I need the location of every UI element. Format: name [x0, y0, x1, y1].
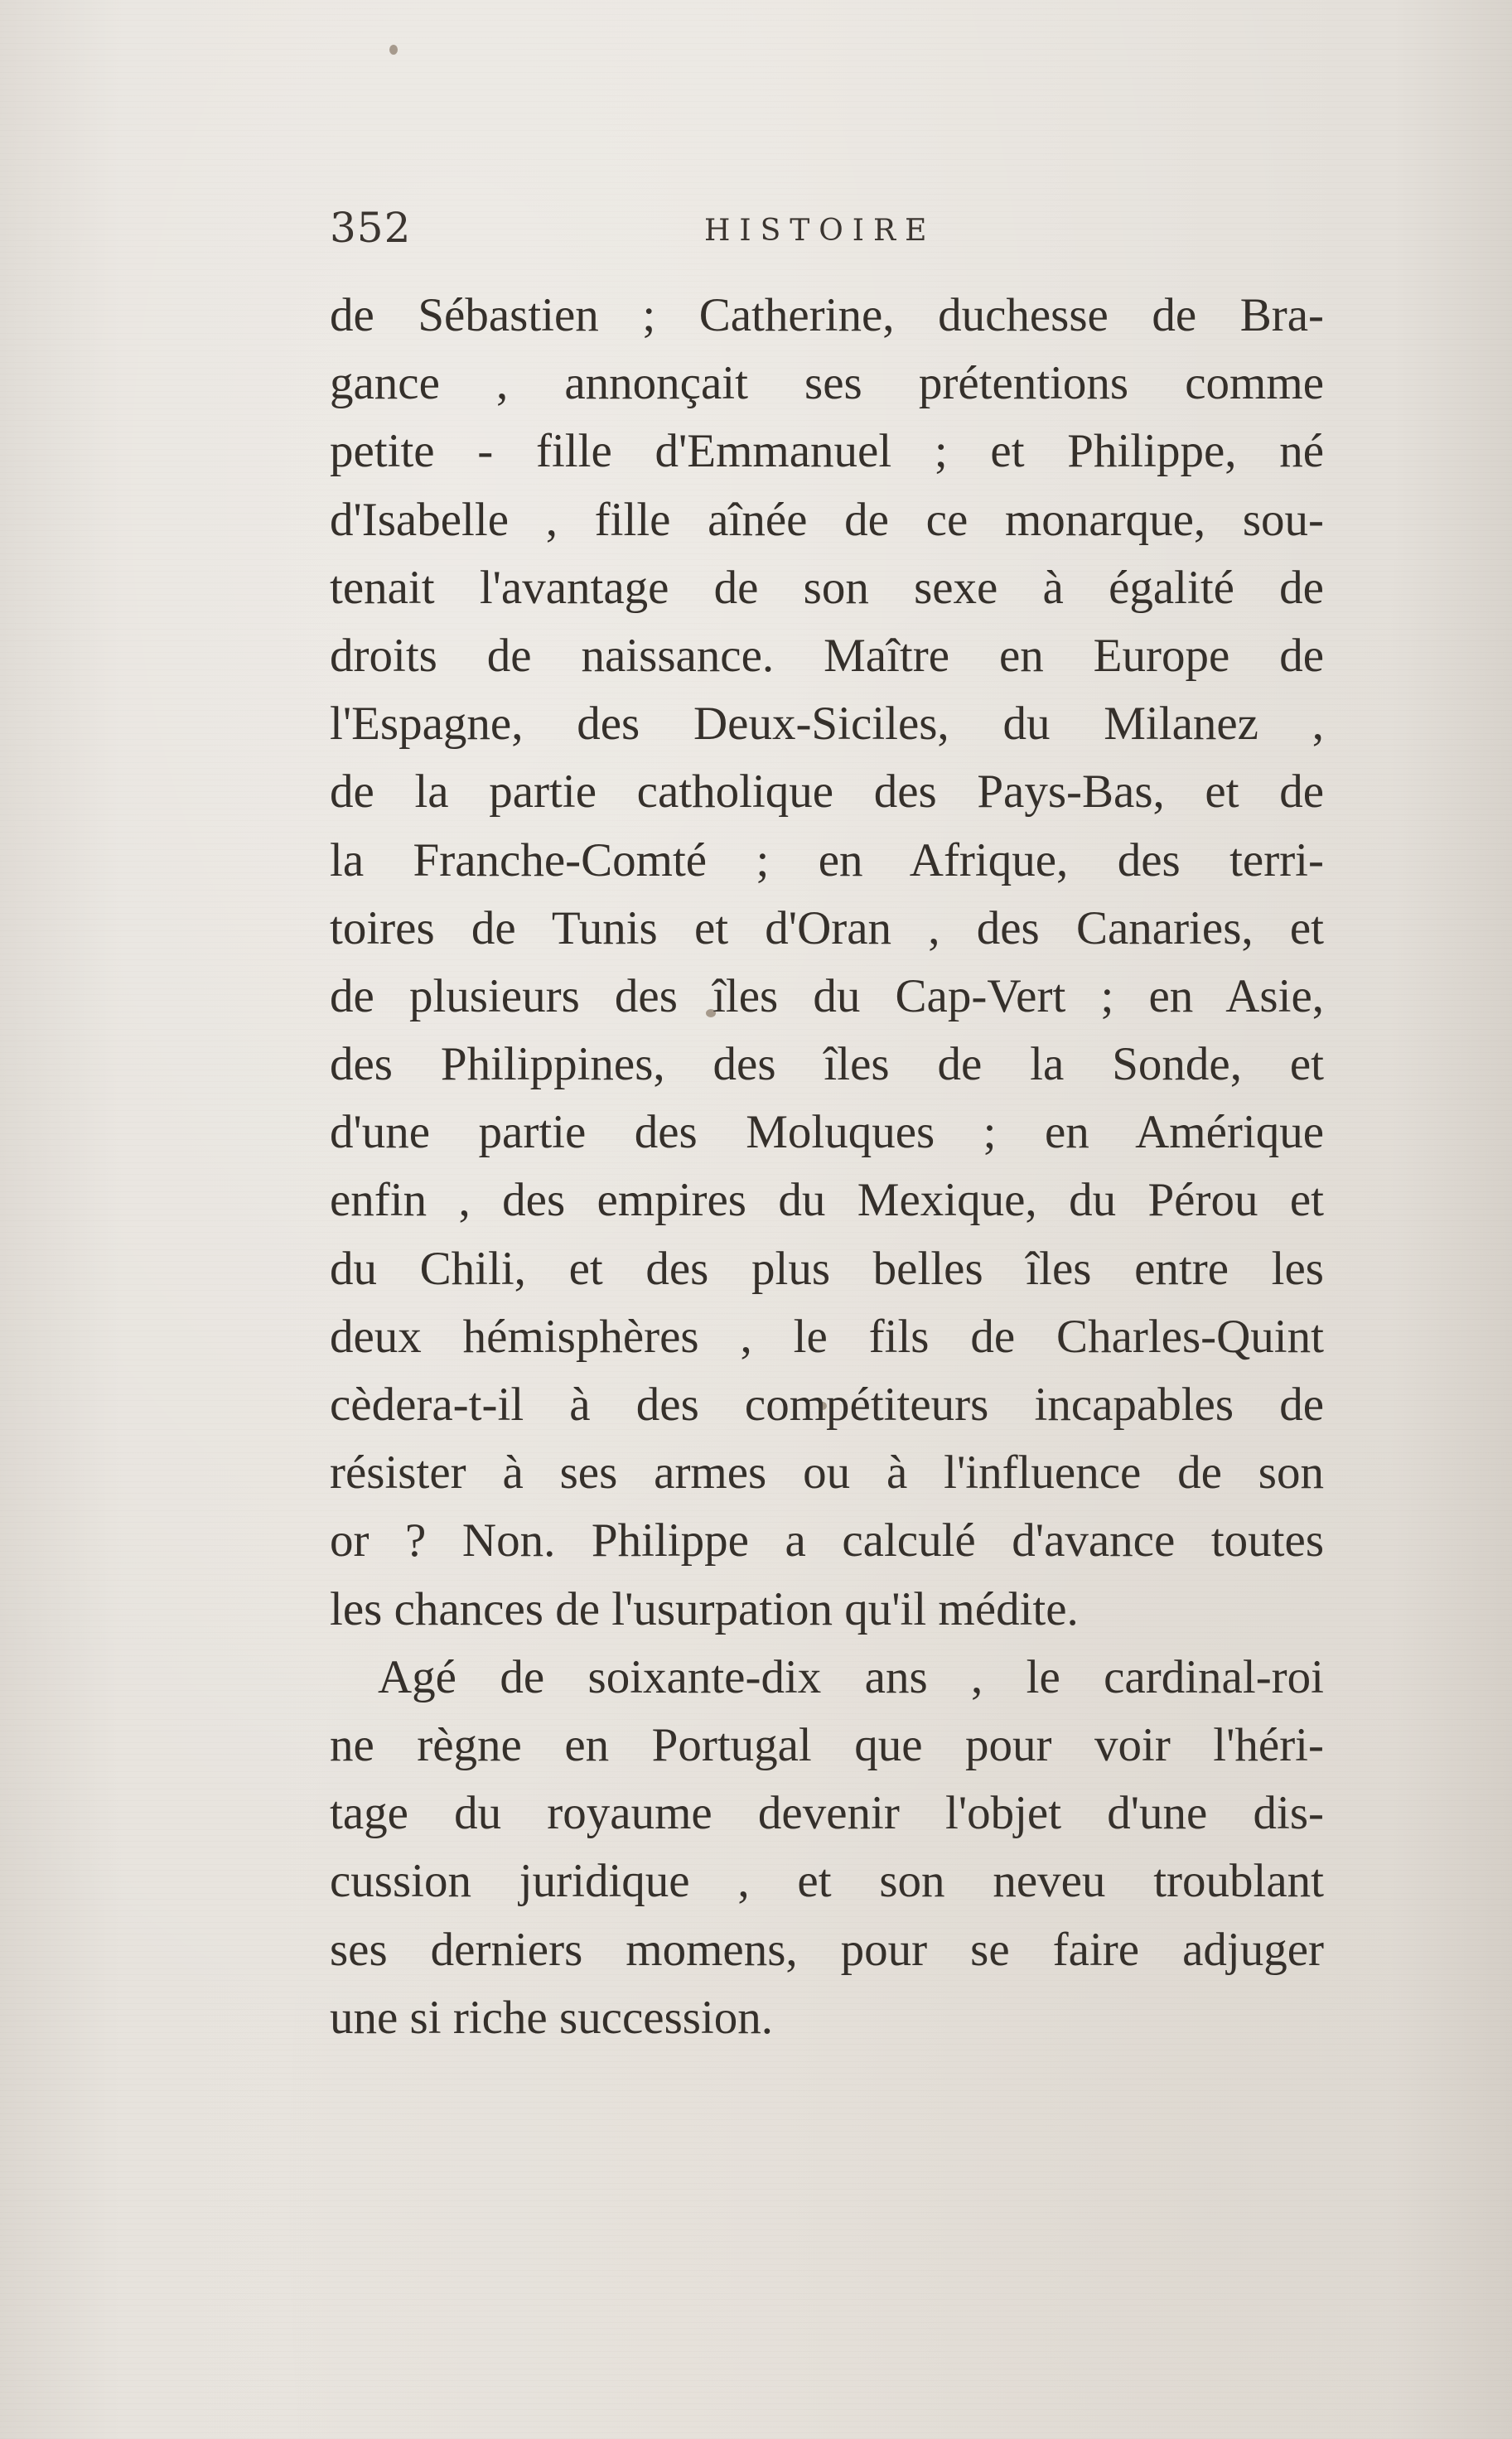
text-line: enfin , des empires du Mexique, du Pérou et	[330, 1174, 1324, 1227]
text-line: de la partie catholique des Pays-Bas, et de	[330, 766, 1324, 819]
text-line: ne règne en Portugal que pour voir l'héri-	[330, 1718, 1324, 1771]
text-line: tage du royaume devenir l'objet d'une dis-	[330, 1787, 1324, 1840]
text-line: résister à ses armes ou à l'influence de son	[330, 1446, 1324, 1500]
text-line: du Chili, et des plus belles îles entre les	[330, 1242, 1324, 1295]
text-line: les chances de l'usurpation qu'il médite.	[330, 1582, 1079, 1635]
text-line: droits de naissance. Maître en Europe de	[330, 629, 1324, 682]
ink-spot	[389, 45, 398, 55]
text-line: tenait l'avantage de son sexe à égalité de	[330, 561, 1324, 614]
text-line: deux hémisphères , le fils de Charles-Quint	[330, 1310, 1324, 1363]
text-line: cussion juridique , et son neveu troublant	[330, 1855, 1324, 1908]
text-line: petite - fille d'Emmanuel ; et Philippe, né	[330, 425, 1324, 478]
text-line: de Sébastien ; Catherine, duchesse de Bra-	[330, 289, 1324, 341]
paragraph	[330, 1644, 1324, 2052]
page-header	[330, 204, 1324, 262]
text-line: l'Espagne, des Deux-Siciles, du Milanez ,	[330, 698, 1324, 751]
body-text	[330, 282, 1324, 2052]
text-line: une si riche succession.	[330, 1991, 774, 2044]
text-line: or ? Non. Philippe a calculé d'avance toutes	[330, 1514, 1324, 1567]
page-number: 352	[330, 204, 412, 252]
text-line: d'une partie des Moluques ; en Amérique	[330, 1106, 1324, 1159]
text-line: Agé de soixante-dix ans , le cardinal-roi	[378, 1650, 1324, 1703]
text-line: toires de Tunis et d'Oran , des Canaries, et	[330, 901, 1324, 954]
text-line: cèdera-t-il à des compétiteurs incapables de	[330, 1379, 1324, 1431]
text-line: d'Isabelle , fille aînée de ce monarque, sou-	[330, 493, 1324, 546]
running-head: HISTOIRE	[704, 214, 936, 248]
text-line: ses derniers momens, pour se faire adjuger	[330, 1923, 1324, 1976]
text-line: de plusieurs des îles du Cap-Vert ; en Asie,	[330, 969, 1324, 1022]
text-line: la Franche-Comté ; en Afrique, des terri-	[330, 833, 1324, 886]
paragraph	[330, 282, 1324, 1644]
text-line: des Philippines, des îles de la Sonde, et	[330, 1038, 1324, 1091]
text-line: gance , annonçait ses prétentions comme	[330, 357, 1324, 410]
